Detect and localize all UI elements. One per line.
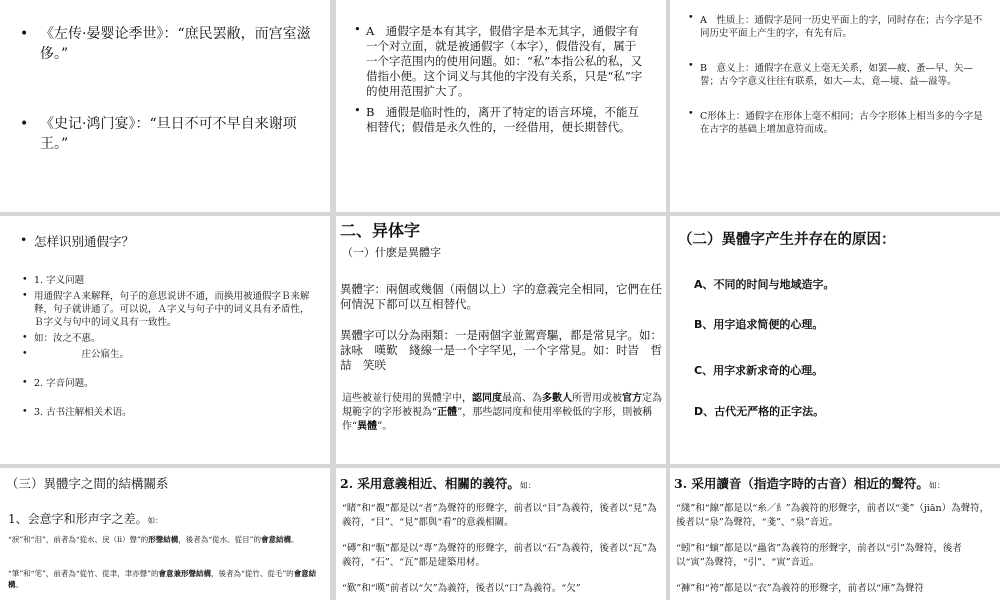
slide-subtitle: （一）什麽是異體字 — [342, 246, 441, 259]
definition-paragraph: 異體字：兩個或幾個（兩個以上）字的意義完全相同，它們在任何情況下都可以互相替代。 — [340, 282, 662, 311]
slide-8[interactable] — [336, 468, 666, 600]
reason-item: D、古代无严格的正字法。 — [694, 405, 825, 418]
classification-paragraph: 異體字可以分為兩類：一是兩個字並駕齊驅，都是常見字。如：詠咏 嘆歎 綫線一是一个字罕见，一个字常見。如：时旹 哲喆 笑咲 — [340, 328, 662, 372]
list-item: • B 通假是临时性的，离开了特定的语言环境，不能互相替代；假借是永久性的，一经借用，便长期替代。 — [354, 105, 644, 135]
slide-title: （二）異體字产生并存在的原因： — [678, 231, 896, 248]
comparison-list — [688, 14, 988, 136]
slide-title: （三）異體字之間的結構關系 — [6, 476, 169, 491]
slide-title: 二、异体字 — [340, 221, 421, 240]
example-text: “歎”和“嘆”前者以“欠”為義符，後者以“口”為義符。“欠” — [342, 583, 581, 594]
slide-6[interactable] — [670, 216, 1000, 464]
slide-5[interactable] — [336, 216, 666, 464]
slide-title: 3. 采用讀音（指造字時的古音）相近的聲符。如： — [674, 476, 945, 491]
quote-list — [20, 24, 320, 204]
list-item: • 用通假字Ａ来解释，句子的意思说讲不通，而换用被通假字Ｂ来解释，句子就讲通了。可以说，Ａ字义与句子中的词义具有矛盾性，Ｂ字义与句中的词义具有一致性。 — [22, 290, 317, 329]
list-item: • 庄公寤生。 — [22, 348, 317, 361]
slide-1[interactable] — [0, 0, 330, 212]
list-item: • 《史记·鸿门宴》：“旦日不可不早自来谢项王。” — [20, 114, 320, 154]
example-text: “蚓”和“螾”都是以“蟲省”為義符的形聲字，前者以“引”為聲符，後者以“寅”為聲符，“引”、“寅”音近。 — [676, 543, 962, 568]
example-text: “睹”和“覩”都是以“者”為聲符的形聲字，前者以“目”為義符，後者以“見”為義符，“目”、“見”都與“看”的意義相關。 — [342, 503, 657, 528]
slide-3[interactable] — [670, 0, 1000, 212]
method-list — [22, 274, 317, 419]
reason-item: B、用字追求简便的心理。 — [694, 318, 824, 331]
example-text: “筆”和“笔”，前者為“從竹、從聿，聿亦聲”的會意兼形聲結構，後者為“從竹、從毛”的會意結構。 — [8, 569, 317, 589]
reason-item: A、不同的时间与地域造字。 — [694, 278, 835, 291]
list-item: • 如：汝之不惠。 — [22, 332, 317, 345]
list-item: • 1. 字义问题 — [22, 274, 317, 287]
slide-title: 2. 采用意義相近、相關的義符。如： — [340, 476, 536, 491]
example-text: “淚”和“泪”，前者為“從水、戾（lì）聲”的形聲結構，後者為“從水、從目”的會意結構。 — [8, 535, 299, 544]
slide-7[interactable] — [0, 468, 330, 600]
example-text: “褲”和“袴”都是以“衣”為義符的形聲字，前者以“庫”為聲符 — [676, 583, 924, 594]
example-text: “磚”和“甎”都是以“專”為聲符的形聲字，前者以“石”為義符，後者以“瓦”為義符，“石”、“瓦”都是建築用材。 — [342, 543, 657, 568]
reason-item: C、用字求新求奇的心理。 — [694, 364, 824, 377]
list-item: • 3. 古书注解相关术语。 — [22, 406, 317, 419]
comparison-list — [354, 24, 644, 141]
list-item: • 《左传·晏婴论季世》：“庶民罢敝，而宫室滋侈。” — [20, 24, 320, 64]
list-item: • 2. 字音问题。 — [22, 377, 317, 390]
section-heading: 1、会意字和形声字之差。如： — [8, 512, 163, 526]
list-item: • A 性质上：通假字是同一历史平面上的字，同时存在；古今字是不同历史平面上产生的字，有先有后。 — [688, 14, 988, 40]
list-item: • C形体上：通假字在形体上毫不相同；古今字形体上相当多的今字是在古字的基础上增加意符而成。 — [688, 110, 988, 136]
slide-9[interactable] — [670, 468, 1000, 600]
example-text: “綫”和“線”都是以“糸／糹”為義符的形聲字，前者以“戔”（jiān）為聲符，後者以“泉”為聲符，“戔”、“泉”音近。 — [676, 503, 990, 528]
list-item: • B 意义上：通假字在意义上毫无关系，如罢—疲、蚤—早、矢—誓；古今字意义往往有联系，如大—太、竟—境、益—溢等。 — [688, 62, 988, 88]
slide-4[interactable] — [0, 216, 330, 464]
slide-2[interactable] — [336, 0, 666, 212]
standard-form-paragraph: 這些被並行使用的異體字中，認同度最高、為多數人所習用或被官方定為規範字的字形被視為“正體”，那些認同度和使用率較低的字形，則被稱作“異體”。 — [342, 393, 662, 432]
slide-question: • 怎样识别通假字？ — [20, 232, 134, 250]
list-item: • A 通假字是本有其字，假借字是本无其字，通假字有一个对立面，就是被通假字（本字），假借没有，属于一个字范围内的使用问题。如：“私”本指公私的私，又借指小便。这个词义与其他的字没有关系，只是“私”字的使用范围扩大了。 — [354, 24, 644, 99]
